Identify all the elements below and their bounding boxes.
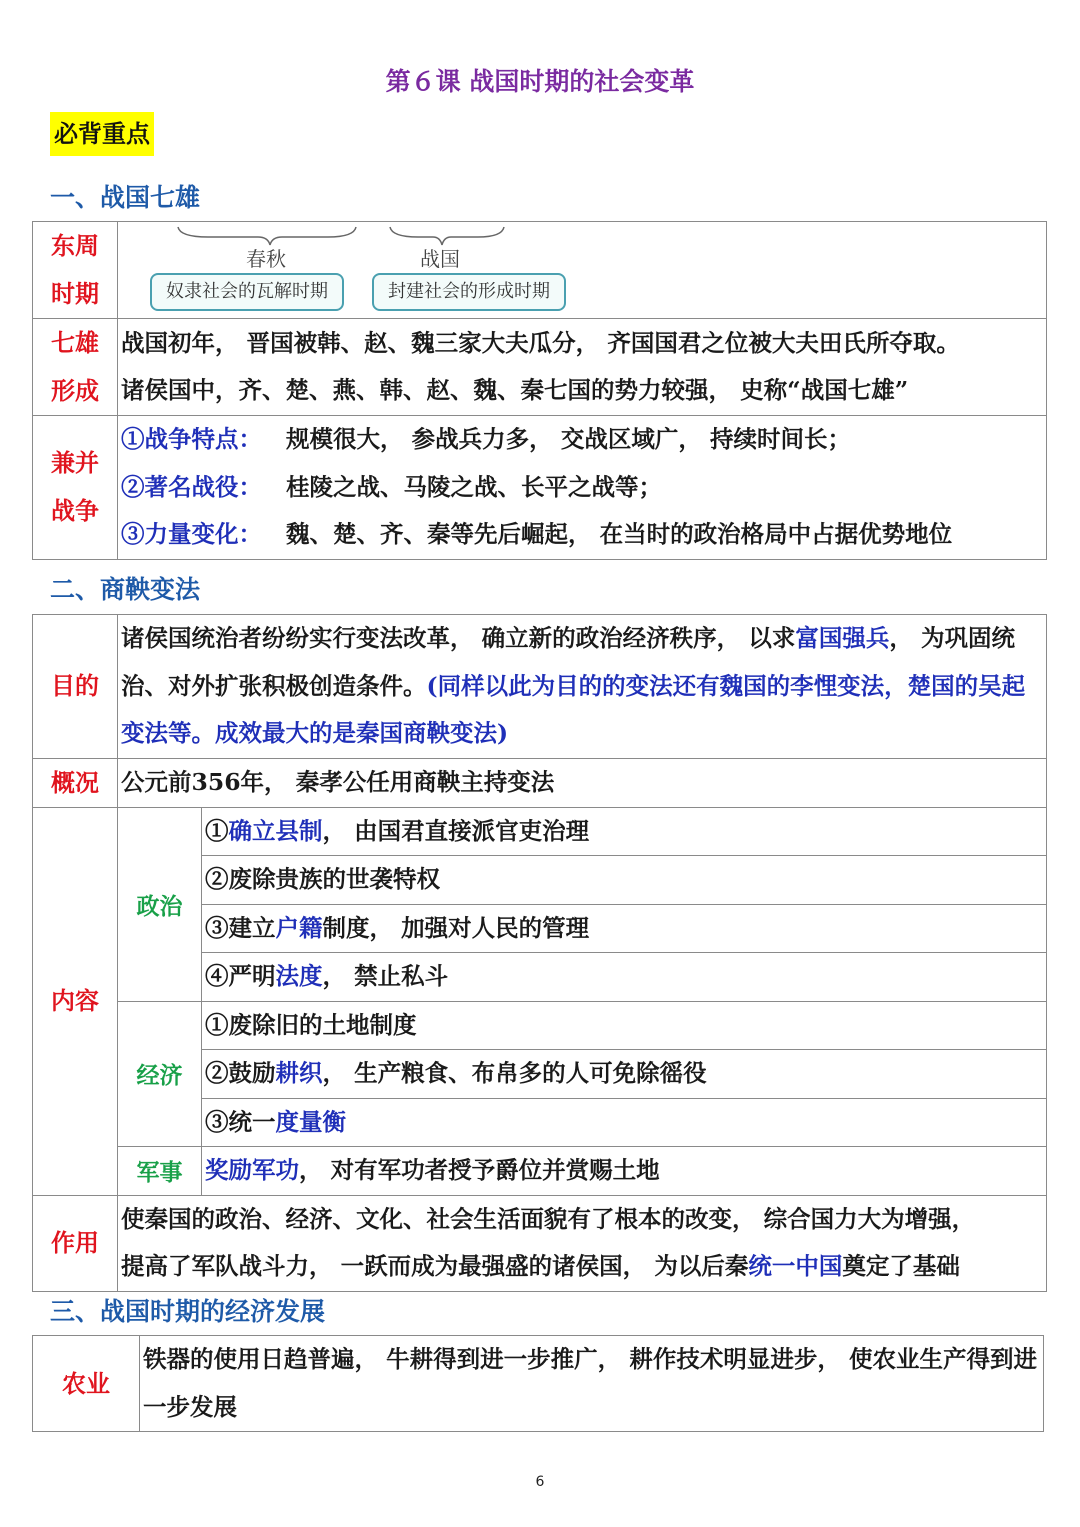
politics-item: ②废除贵族的世袭特权 (202, 856, 1047, 905)
row-label-annexation-wars: 兼并 战争 (33, 416, 118, 560)
politics-item: ①确立县制， 由国君直接派官吏治理 (202, 807, 1047, 856)
page-title: 第６课 战国时期的社会变革 (385, 67, 695, 96)
row-label-eastern-zhou: 东周 时期 (33, 222, 118, 319)
row-label-content: 内容 (33, 807, 118, 1195)
warring-states-table (32, 221, 1047, 560)
row-label-purpose: 目的 (33, 615, 118, 759)
row-label-effect: 作用 (33, 1195, 118, 1291)
feudal-society-box: 封建社会的形成时期 (372, 273, 566, 311)
row-label-agriculture: 农业 (33, 1336, 140, 1432)
military-label: 军事 (118, 1147, 202, 1196)
war-item: ③力量变化： 魏、楚、齐、秦等先后崛起， 在当时的政治格局中占据优势地位 (121, 520, 953, 548)
section-heading-2: 二、商鞅变法 (50, 575, 201, 604)
formation-line-2: 诸侯国中，齐、楚、燕、韩、赵、魏、秦七国的势力较强， 史称“战国七雄” (121, 376, 909, 404)
economy-item: ③统一度量衡 (202, 1098, 1047, 1147)
spring-autumn-label: 春秋 (246, 247, 286, 271)
period-diagram (118, 222, 1047, 319)
war-item: ②著名战役： 桂陵之战、马陵之战、长平之战等； (121, 472, 662, 501)
purpose-content: 诸侯国统治者纷纷实行变法改革， 确立新的政治经济秩序， 以求富国强兵， 为巩固统治、对外扩张积极创造条件。(同样以此为目的的变法还有魏国的李悝变法，楚国的吴起变法等。成效最大的是秦国商鞅变法) (118, 615, 1047, 759)
politics-item: ③建立户籍制度， 加强对人民的管理 (202, 904, 1047, 953)
shang-yang-reform-table (32, 614, 1047, 1292)
economy-item: ①废除旧的土地制度 (202, 1001, 1047, 1050)
economy-item: ②鼓励耕织， 生产粮食、布帛多的人可免除徭役 (202, 1050, 1047, 1099)
war-item: ①战争特点： 规模很大， 参战兵力多， 交战区域广， 持续时间长； (121, 425, 852, 453)
annexation-wars-content (118, 416, 1047, 560)
row-label-seven-powers: 七雄 形成 (33, 319, 118, 416)
formation-line-1: 战国初年， 晋国被韩、赵、魏三家大夫瓜分， 齐国国君之位被大夫田氏所夺取。 (121, 328, 960, 357)
economy-development-table (32, 1335, 1044, 1432)
row-label-overview: 概况 (33, 758, 118, 807)
overview-content: 公元前356年， 秦孝公任用商鞅主持变法 (118, 758, 1047, 807)
politics-item: ④严明法度， 禁止私斗 (202, 953, 1047, 1002)
economy-label: 经济 (118, 1001, 202, 1147)
warring-states-label: 战国 (420, 247, 460, 271)
must-recite-banner: 必背重点 (50, 112, 154, 156)
seven-powers-content (118, 319, 1047, 416)
effect-content: 使秦国的政治、经济、文化、社会生活面貌有了根本的改变， 综合国力大为增强， 提高了军队战斗力， 一跃而成为最强盛的诸侯国， 为以后秦统一中国奠定了基础 (118, 1195, 1047, 1291)
agriculture-content: 铁器的使用日趋普遍， 牛耕得到进一步推广， 耕作技术明显进步， 使农业生产得到进一步发展 (140, 1336, 1044, 1432)
slave-society-box: 奴隶社会的瓦解时期 (150, 273, 344, 311)
purpose-note: (同样以此为目的的变法还有魏国的李悝变法，楚国的吴起变法等。成效最大的是秦国商鞅变法) (121, 671, 1026, 747)
page-number: 6 (535, 1474, 545, 1490)
politics-label: 政治 (118, 807, 202, 1001)
section-heading-3: 三、战国时期的经济发展 (50, 1297, 326, 1326)
section-heading-1: 一、战国七雄 (50, 183, 201, 212)
military-item: 奖励军功， 对有军功者授予爵位并赏赐土地 (202, 1147, 1047, 1196)
